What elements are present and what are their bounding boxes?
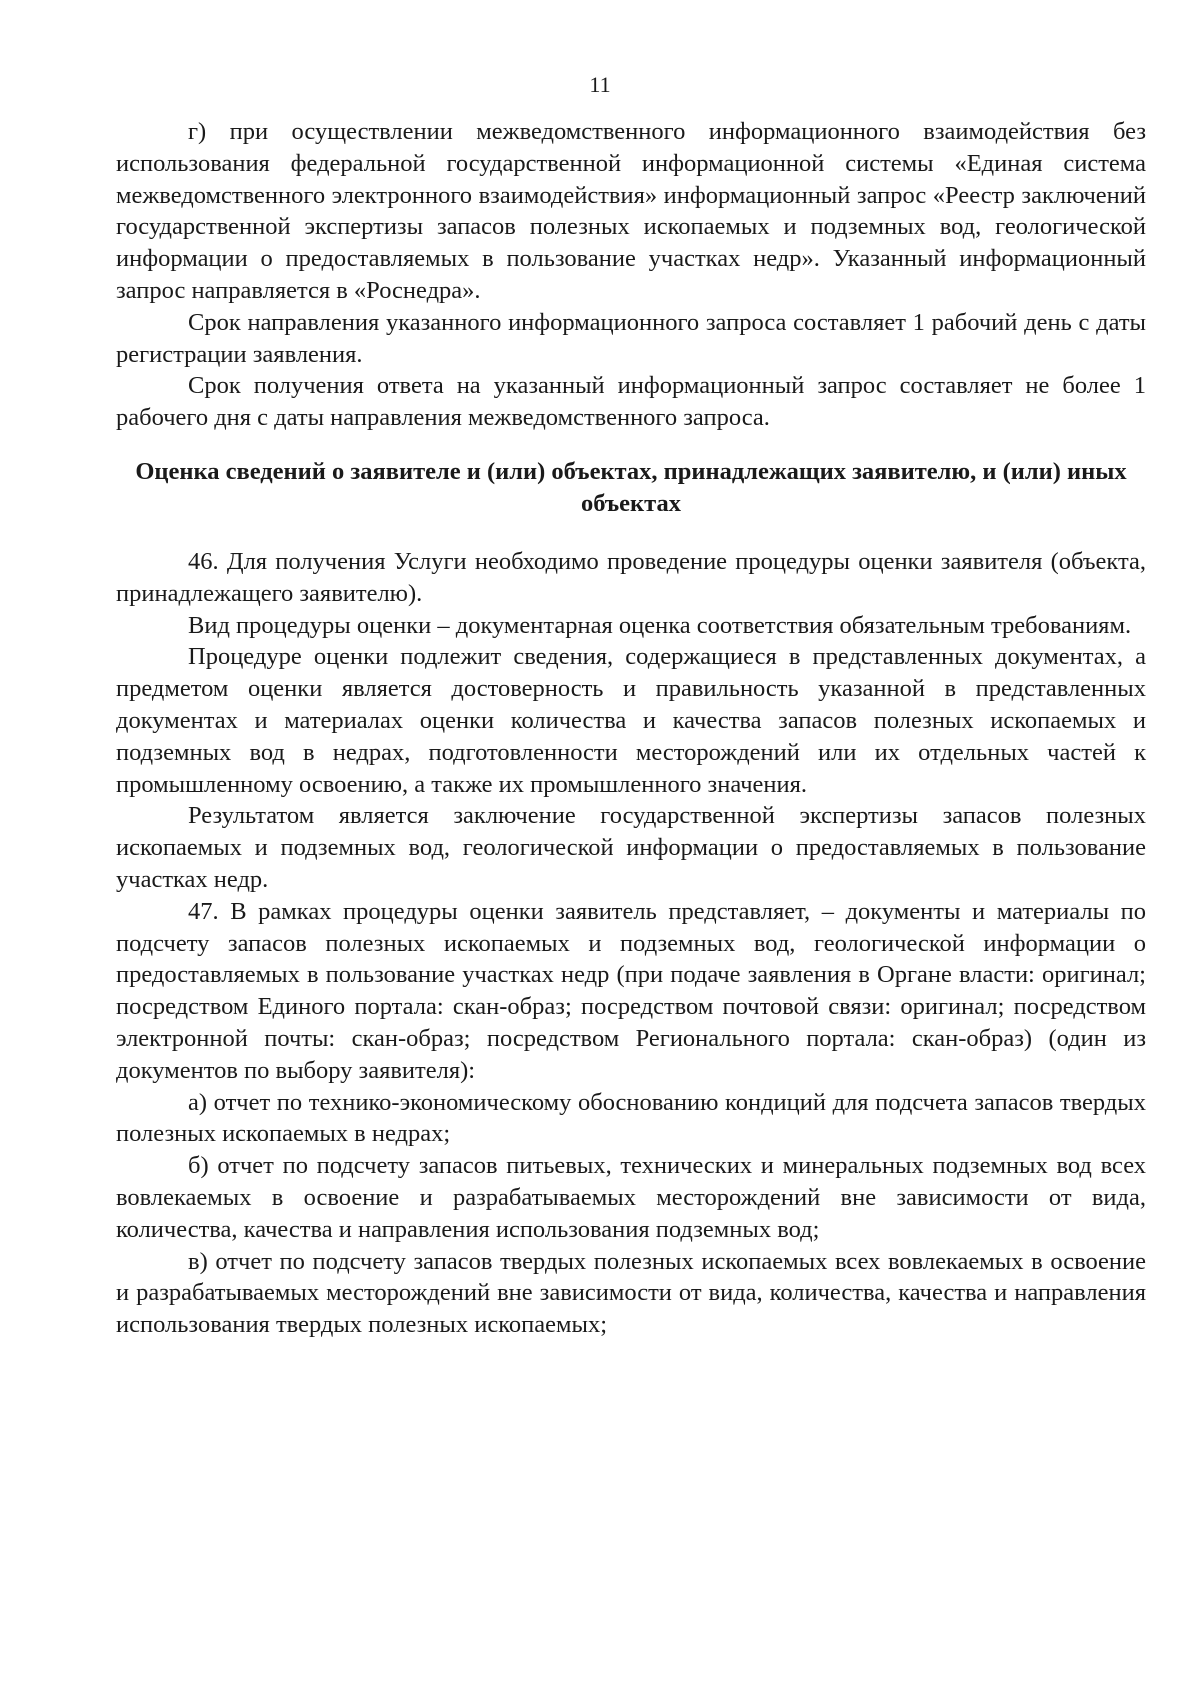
list-item-b: б) отчет по подсчету запасов питьевых, технических и минеральных подземных вод всех вовлекаемых в освоение и разрабатываемых месторождений вне зависимости от вида, количества, качества и направления использования подземных вод; [116, 1152, 1146, 1243]
paragraph-procedure-subject: Процедуре оценки подлежит сведения, содержащиеся в представленных документах, а предметом оценки является достоверность и правильность указанной в представленных документах и материалах оценки количества и качества запасов полезных ископаемых и подземных вод в недрах, подготовленности месторождений или их отдельных частей к промышленному освоению, а также их промышленного значения. [116, 643, 1146, 798]
paragraph-result: Результатом является заключение государственной экспертизы запасов полезных ископаемых и подземных вод, геологической информации о предоставляемых в пользование участках недр. [116, 802, 1146, 893]
paragraph-item-46: 46. Для получения Услуги необходимо проведение процедуры оценки заявителя (объекта, принадлежащего заявителю). [116, 547, 1146, 607]
paragraph-subitem-g: г) при осуществлении межведомственного информационного взаимодействия без использования федеральной государственной информационной системы «Единая система межведомственного электронного взаимодействия» информационный запрос «Реестр заключений государственной экспертизы запасов полезных ископаемых и подземных вод, геологической информации о предоставляемых в пользование участках недр». Указанный информационный запрос направляется в «Роснедра». [116, 118, 1146, 304]
paragraph-procedure-type: Вид процедуры оценки – документарная оценка соответствия обязательным требованиям. [188, 611, 1132, 639]
paragraph-request-deadline: Срок направления указанного информационного запроса составляет 1 рабочий день с даты регистрации заявления. [116, 308, 1146, 368]
page-number: 11 [589, 72, 611, 97]
document-body [116, 116, 1146, 1341]
paragraph-response-deadline: Срок получения ответа на указанный информационный запрос составляет не более 1 рабочего дня с даты направления межведомственного запроса. [116, 372, 1146, 432]
list-item-a: а) отчет по технико-экономическому обоснованию кондиций для подсчета запасов твердых полезных ископаемых в недрах; [116, 1088, 1146, 1148]
section-heading: Оценка сведений о заявителе и (или) объектах, принадлежащих заявителю, и (или) иных объектах [135, 457, 1127, 517]
paragraph-item-47: 47. В рамках процедуры оценки заявитель представляет, – документы и материалы по подсчету запасов полезных ископаемых и подземных вод, геологической информации о предоставляемых в пользование участках недр (при подаче заявления в Органе власти: оригинал; посредством Единого портала: скан-образ; посредством почтовой связи: оригинал; посредством электронной почты: скан-образ; посредством Регионального портала: скан-образ) (один из документов по выбору заявителя): [116, 897, 1146, 1084]
list-item-v: в) отчет по подсчету запасов твердых полезных ископаемых всех вовлекаемых в освоение и разрабатываемых месторождений вне зависимости от вида, количества, качества и направления использования твердых полезных ископаемых; [116, 1247, 1146, 1339]
